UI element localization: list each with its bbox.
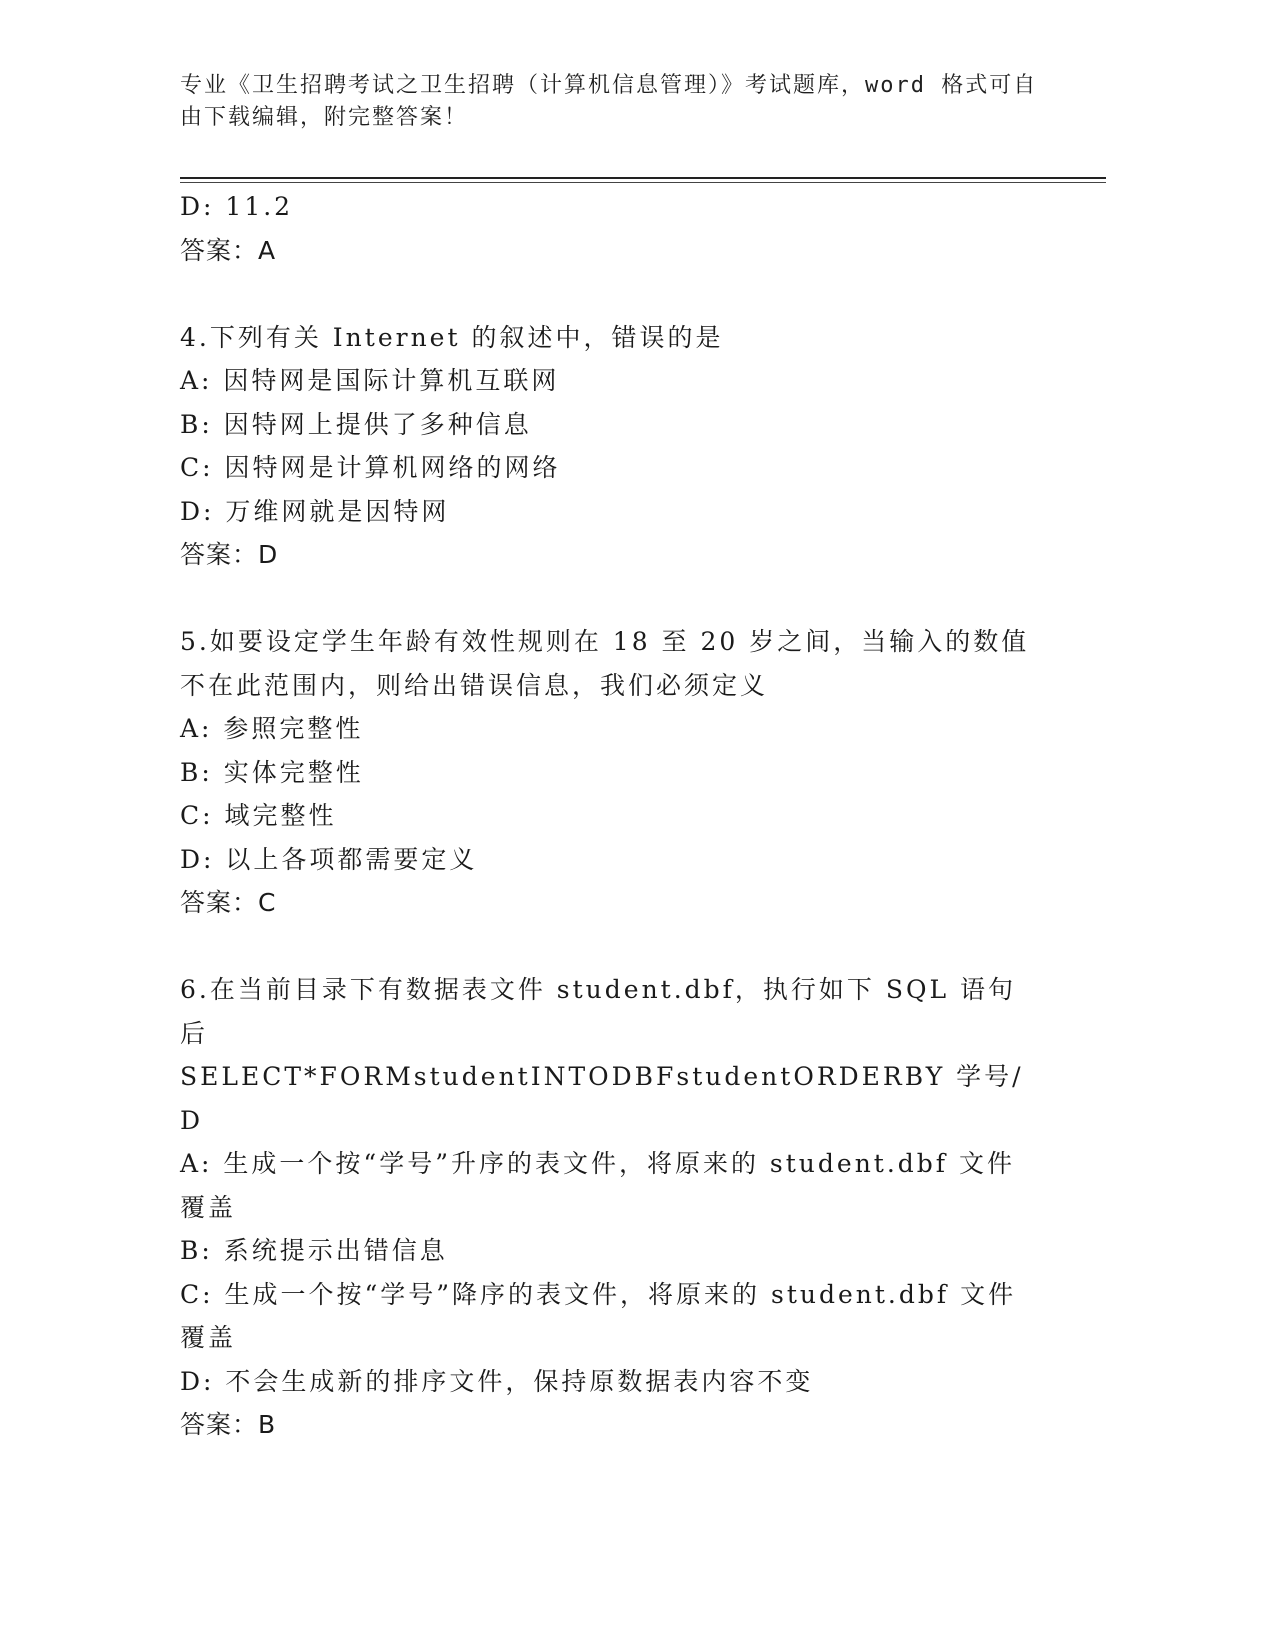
question-6 xyxy=(180,968,1040,1447)
header-rule-thin xyxy=(180,182,1106,183)
option-c: C: 域完整性 xyxy=(180,801,337,830)
option-d: D: 不会生成新的排序文件，保持原数据表内容不变 xyxy=(180,1366,814,1396)
option-a: A: 因特网是国际计算机互联网 xyxy=(180,366,560,395)
header-line-1: 专业《卫生招聘考试之卫生招聘（计算机信息管理）》考试题库，word 格式可自 xyxy=(180,73,1038,98)
question-stem: 6.在当前目录下有数据表文件 student.dbf，执行如下 SQL 语句后 xyxy=(180,975,1017,1048)
option-a: A: 参照完整性 xyxy=(180,714,364,743)
header-rule-thick xyxy=(180,177,1106,179)
answer-label: 答案：D xyxy=(180,540,279,569)
spacer xyxy=(180,925,1040,969)
option-b: B: 系统提示出错信息 xyxy=(180,1236,448,1265)
question-5 xyxy=(180,620,1040,925)
document-body xyxy=(180,185,1040,1447)
question-stem: 4.下列有关 Internet 的叙述中，错误的是 xyxy=(180,322,724,352)
option-c: C: 因特网是计算机网络的网络 xyxy=(180,453,561,482)
answer-label: 答案：C xyxy=(180,888,277,917)
answer-label: 答案：B xyxy=(180,1410,277,1439)
answer-label: 答案：A xyxy=(180,235,277,265)
previous-question-tail xyxy=(180,185,1040,272)
option-a: A: 生成一个按“学号”升序的表文件，将原来的 student.dbf 文件覆盖 xyxy=(180,1149,1016,1222)
spacer xyxy=(180,272,1040,316)
question-stem: 5.如要设定学生年龄有效性规则在 18 至 20 岁之间，当输入的数值不在此范围内，则给出错误信息，我们必须定义 xyxy=(180,627,1030,700)
option-b: B: 因特网上提供了多种信息 xyxy=(180,409,532,439)
option-c: C: 生成一个按“学号”降序的表文件，将原来的 student.dbf 文件覆盖 xyxy=(180,1279,1017,1352)
option-b: B: 实体完整性 xyxy=(180,757,364,787)
spacer xyxy=(180,577,1040,621)
question-4 xyxy=(180,316,1040,577)
option-d: D: 以上各项都需要定义 xyxy=(180,844,478,874)
option-d: D: 11.2 xyxy=(180,192,294,221)
question-stem-sql: SELECT*FORMstudentINTODBFstudentORDERBY 学号/D xyxy=(180,1062,1024,1135)
header-line-2: 由下载编辑，附完整答案！ xyxy=(180,105,469,130)
option-d: D: 万维网就是因特网 xyxy=(180,496,450,526)
page-header xyxy=(180,70,1040,134)
